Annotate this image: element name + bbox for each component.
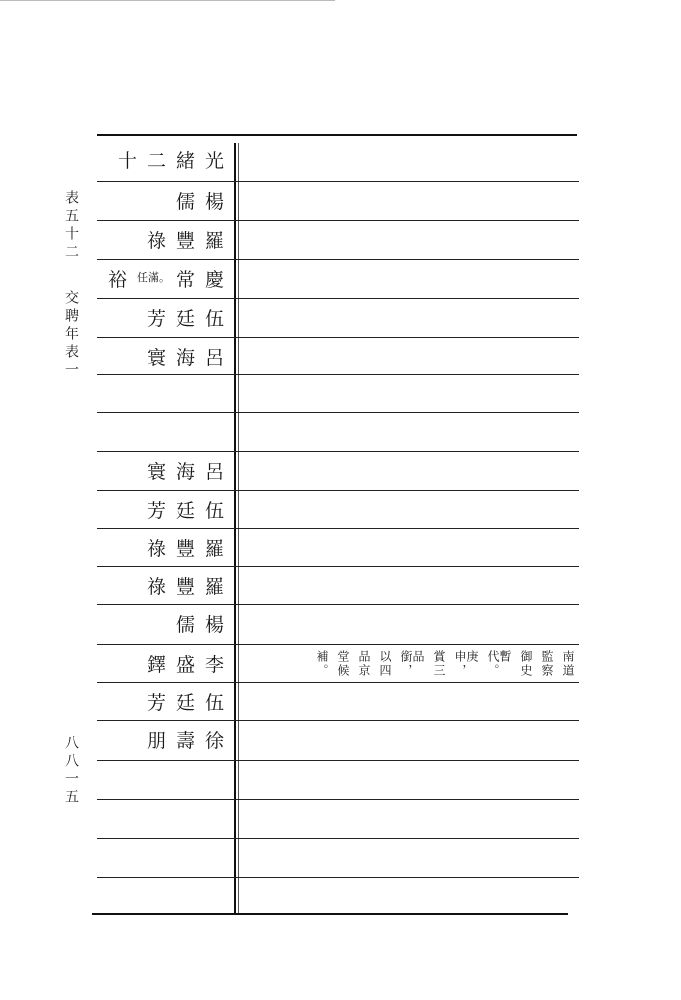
note-column: 以四 [378, 650, 392, 678]
row-line [97, 838, 579, 839]
row-name: 羅豐祿 [146, 537, 234, 560]
row-name: 李盛鐸 [146, 653, 234, 676]
row-name: 伍廷芳 [146, 499, 234, 522]
note-column: 補。 [315, 650, 329, 678]
row-name: 呂海寰 [146, 460, 234, 483]
note-column: 監察 [540, 650, 554, 678]
row-name: 徐壽朋 [146, 729, 234, 752]
note-column: 賞三 [432, 650, 446, 678]
row-line [97, 181, 579, 182]
row-name: 伍廷芳 [146, 307, 234, 330]
note-column: 南道 [561, 650, 575, 678]
row-name: 裕 任滿。 慶常 [108, 259, 234, 297]
row-name: 羅豐祿 [146, 229, 234, 252]
row-annotation: 任滿。 [136, 271, 170, 285]
row-name: 楊儒 [175, 613, 234, 636]
table-top-border [97, 134, 577, 136]
row-note [316, 650, 574, 690]
row-name: 羅豐祿 [146, 575, 234, 598]
row-name: 光緒二十 [117, 149, 234, 172]
row-line [97, 760, 579, 761]
note-column: 品京 [357, 650, 371, 678]
row-line [97, 799, 579, 800]
row-name: 伍廷芳 [146, 691, 234, 714]
note-column: 庚申， [453, 650, 479, 678]
row-line [97, 412, 579, 413]
side-label-table-number: 表五十二 [63, 190, 79, 262]
row-name: 楊儒 [175, 190, 234, 213]
note-column: 品銜， [399, 650, 425, 678]
side-label-page-number: 八八一五 [63, 735, 79, 807]
side-label-table-title: 交聘年表一 [63, 290, 79, 380]
row-name: 呂海寰 [146, 346, 234, 369]
row-line [97, 604, 579, 605]
note-column: 御史 [519, 650, 533, 678]
note-column: 暫代。 [486, 650, 512, 678]
row-name-suffix: 裕 [107, 268, 137, 291]
top-edge-line [0, 0, 335, 1]
row-line [97, 877, 579, 878]
table-bottom-border [92, 913, 568, 915]
note-column: 堂候 [336, 650, 350, 678]
